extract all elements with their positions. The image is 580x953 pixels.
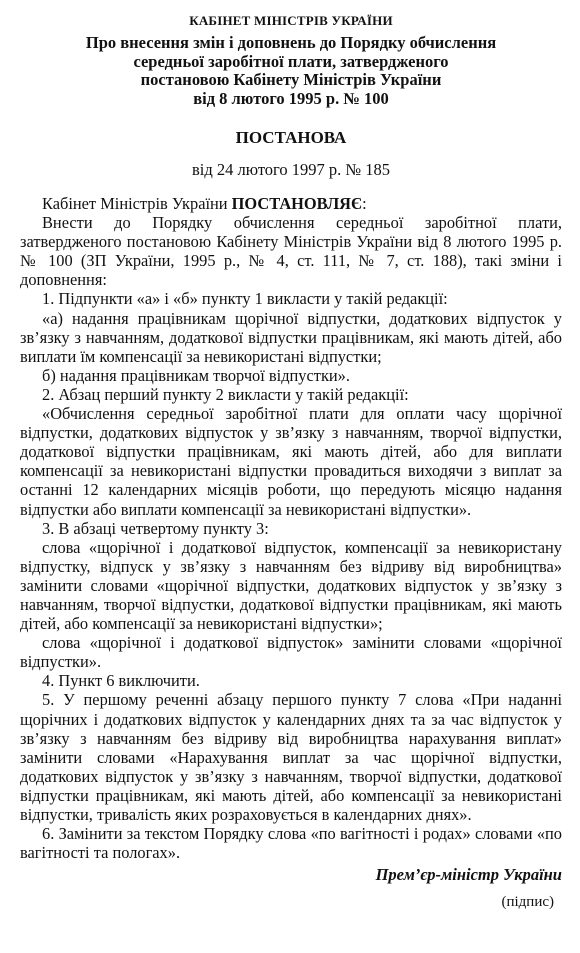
body-paragraph: б) надання працівникам творчої відпустки».	[42, 365, 350, 385]
title-line: середньої заробітної плати, затвердженого	[133, 51, 449, 71]
document-title	[20, 34, 562, 108]
signature-note: (підпис)	[501, 894, 554, 911]
document-type: ПОСТАНОВА	[235, 128, 347, 147]
intro-keyword: ПОСТАНОВЛЯЄ	[231, 194, 363, 213]
body-paragraph: 1. Підпункти «а» і «б» пункту 1 викласти у такій редакції:	[42, 289, 448, 309]
intro-paragraph	[20, 194, 562, 213]
title-line: Про внесення змін і доповнень до Порядку обчислення	[85, 33, 497, 52]
issuing-authority: КАБІНЕТ МІНІСТРІВ УКРАЇНИ	[189, 13, 393, 28]
body-paragraph: 5. У першому реченні абзацу першого пункту 7 слова «При наданні щорічних і додаткових відпусток у календарних днях та за час відпусток у зв’язку з навчанням без відриву від виробництва нарахування виплат» замінити словами «Нарахування виплат за час щорічної відпустки, додаткових відпусток у зв’язку з навчанням, творчої відпустки, додаткової відпустки працівникам, які мають дітей, або компенсації за невикористані відпустки, тривалість яких розраховується в календарних днях».	[20, 690, 562, 824]
title-line: від 8 лютого 1995 р. № 100	[193, 88, 389, 108]
body-paragraph: слова «щорічної і додаткової відпусток» замінити словами «щорічної відпустки».	[20, 633, 562, 672]
intro-prefix: Кабінет Міністрів України	[42, 194, 232, 213]
body-paragraph: «а) надання працівникам щорічної відпустки, додаткових відпусток у зв’язку з навчанням, додаткової відпустки працівникам, які мають дітей, або виплати їм компенсації за невикористані відпустки;	[20, 308, 562, 366]
body-paragraph: слова «щорічної і додаткової відпусток, компенсації за невикористану відпустку, відпуск у зв’язку з навчанням без відриву від виробництва» замінити словами «щорічної відпустки, додаткових відпусток у зв’язку з навчанням, творчої відпустки, додаткової відпустки працівникам, які мають дітей, або компенсації за невикористані відпустки»;	[20, 537, 562, 634]
body-paragraph: 4. Пункт 6 виключити.	[42, 671, 200, 691]
intro-suffix: :	[362, 194, 367, 213]
body-paragraph: 6. Замінити за текстом Порядку слова «по вагітності і родах» словами «по вагітності та пологах».	[20, 824, 562, 863]
signatory-title: Прем’єр-міністр України	[375, 865, 562, 885]
document-date: від 24 лютого 1997 р. № 185	[191, 160, 391, 179]
body-paragraph: 3. В абзаці четвертому пункту 3:	[42, 518, 269, 538]
title-line: постановою Кабінету Міністрів України	[140, 70, 442, 89]
body-paragraph: 2. Абзац перший пункту 2 викласти у такій редакції:	[42, 384, 409, 404]
document-page	[20, 14, 562, 912]
document-body	[20, 194, 562, 862]
body-paragraph: Внести до Порядку обчислення середньої заробітної плати, затвердженого постановою Кабінету Міністрів України від 8 лютого 1995 р. № 100 (ЗП України, 1995 р., № 4, ст. 111, № 7, ст. 188), такі зміни і доповнення:	[20, 213, 562, 290]
body-paragraph: «Обчислення середньої заробітної плати для оплати часу щорічної відпустки, додаткових відпусток у зв’язку з навчанням, творчої відпустки, додаткової відпустки працівникам, які мають дітей, або для виплати компенсації за невикористані відпустки провадиться виходячи з виплат за останні 12 календарних місяців роботи, що передують місяцю надання відпустки або виплати компенсації за невикористані відпустки».	[20, 404, 562, 519]
